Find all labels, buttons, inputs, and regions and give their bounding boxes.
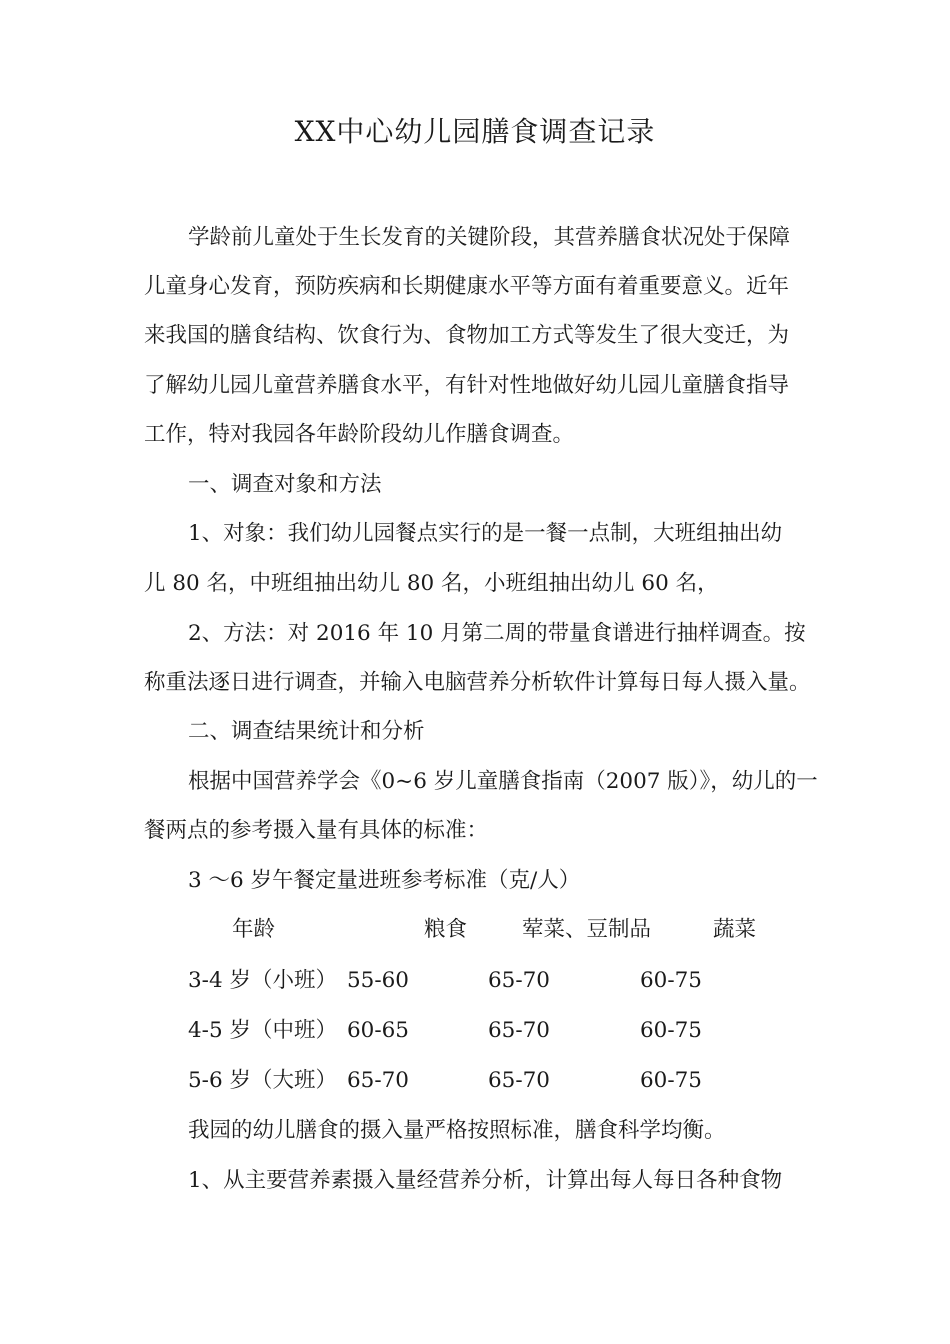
table-cell-meat-tofu: 65-70 [488, 968, 550, 993]
table-cell-vegetable: 60-75 [640, 1068, 702, 1093]
paragraph-line: 儿 80 名，中班组抽出幼儿 80 名，小班组抽出幼儿 60 名， [144, 571, 719, 596]
table-caption: 3 ～6 岁午餐定量进班参考标准（克/人） [188, 868, 581, 893]
section-heading: 一、调查对象和方法 [188, 472, 382, 497]
table-cell-grain: 65-70 [347, 1068, 409, 1093]
table-cell-meat-tofu: 65-70 [488, 1068, 550, 1093]
section-heading: 二、调查结果统计和分析 [188, 719, 425, 744]
table-header-age: 年龄 [232, 917, 276, 942]
table-cell-age: 3-4 岁（小班） [188, 968, 337, 993]
paragraph-line: 学龄前儿童处于生长发育的关键阶段，其营养膳食状况处于保障 [188, 225, 791, 250]
paragraph-line: 称重法逐日进行调查，并输入电脑营养分析软件计算每日每人摄入量。 [144, 670, 811, 695]
paragraph-line: 了解幼儿园儿童营养膳食水平，有针对性地做好幼儿园儿童膳食指导 [144, 373, 790, 398]
table-cell-grain: 55-60 [347, 968, 409, 993]
paragraph-line: 2、方法：对 2016 年 10 月第二周的带量食谱进行抽样调查。按 [188, 621, 806, 646]
table-cell-vegetable: 60-75 [640, 968, 702, 993]
document-title: XX中心幼儿园膳食调查记录 [294, 115, 656, 148]
paragraph-line: 工作，特对我园各年龄阶段幼儿作膳食调查。 [144, 422, 575, 447]
table-cell-age: 4-5 岁（中班） [188, 1018, 337, 1043]
paragraph-line: 来我国的膳食结构、饮食行为、食物加工方式等发生了很大变迁，为 [144, 323, 790, 348]
table-cell-age: 5-6 岁（大班） [188, 1068, 337, 1093]
paragraph-line: 1、对象：我们幼儿园餐点实行的是一餐一点制，大班组抽出幼 [188, 521, 783, 546]
table-cell-vegetable: 60-75 [640, 1018, 702, 1043]
table-header-meat-tofu: 荤菜、豆制品 [522, 917, 652, 942]
table-cell-grain: 60-65 [347, 1018, 409, 1043]
table-header-grain: 粮食 [424, 917, 468, 942]
paragraph-line: 餐两点的参考摄入量有具体的标准： [144, 818, 489, 843]
paragraph-line: 我园的幼儿膳食的摄入量严格按照标准，膳食科学均衡。 [188, 1118, 726, 1143]
paragraph-line: 根据中国营养学会《0~6 岁儿童膳食指南（2007 版）》，幼儿的一 [188, 769, 818, 794]
table-header-vegetable: 蔬菜 [713, 917, 757, 942]
table-cell-meat-tofu: 65-70 [488, 1018, 550, 1043]
paragraph-line: 1、从主要营养素摄入量经营养分析，计算出每人每日各种食物 [188, 1168, 783, 1193]
paragraph-line: 儿童身心发育，预防疾病和长期健康水平等方面有着重要意义。近年 [144, 274, 790, 299]
